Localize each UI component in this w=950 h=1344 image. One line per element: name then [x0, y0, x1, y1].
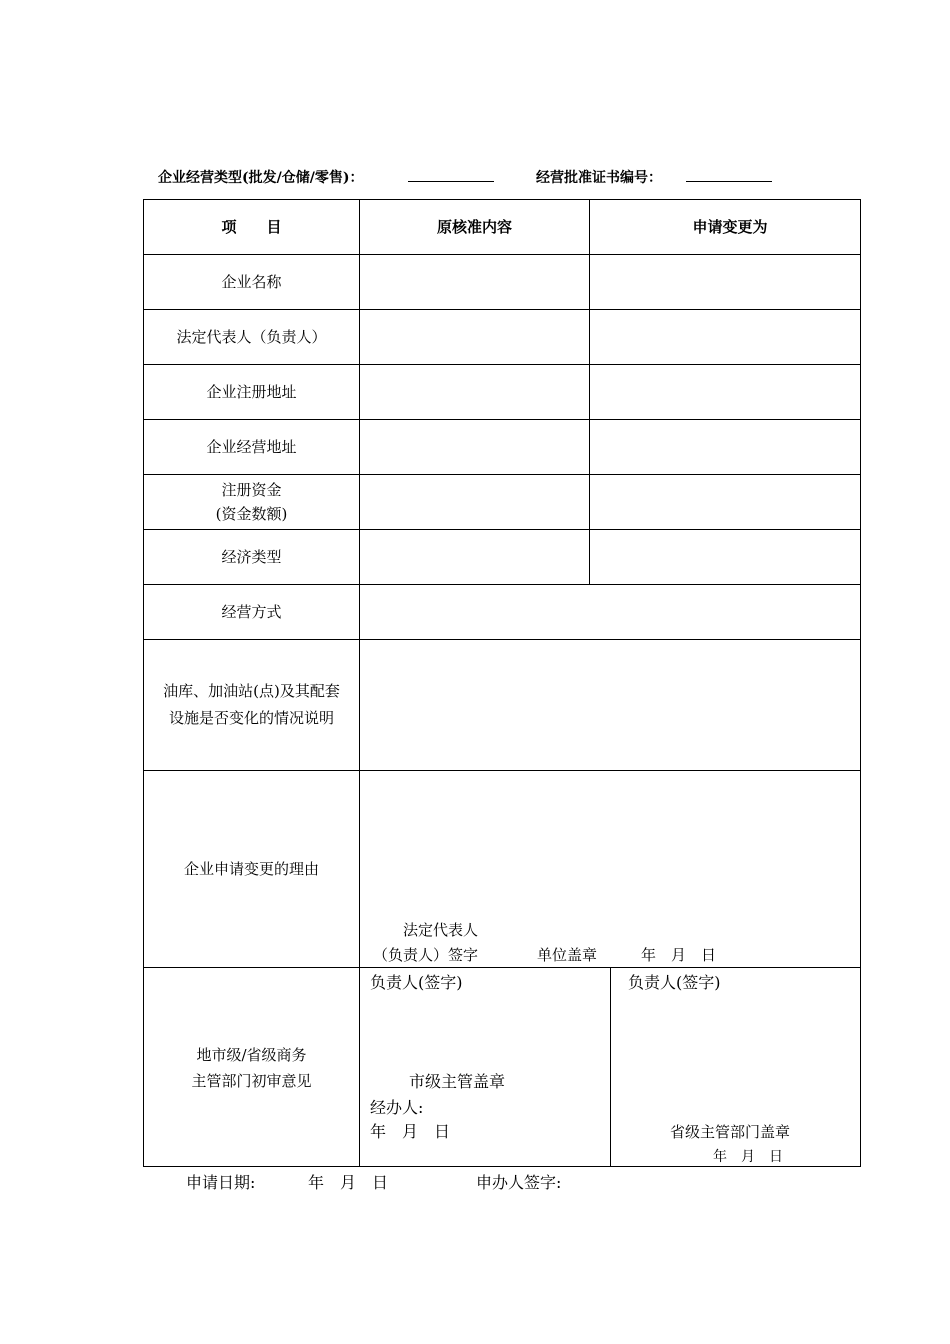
apply-date-value: 年 月 日: [308, 1173, 389, 1192]
business-type-blank: [408, 167, 494, 186]
apply-date-label: 申请日期:: [186, 1173, 256, 1192]
city-review-date: 年 月 日: [370, 1122, 451, 1141]
facility-line1: 油库、加油站(点)及其配套: [163, 682, 340, 700]
certificate-no-blank: [686, 167, 772, 186]
reason-seal: 单位盖章: [537, 946, 598, 964]
reason-legal-rep-line1: 法定代表人: [403, 921, 479, 939]
applicant-sign-label: 申办人签字:: [476, 1173, 562, 1192]
business-type-label: 企业经营类型(批发/仓储/零售)：: [158, 170, 364, 186]
province-review-date: 年 月 日: [713, 1149, 783, 1165]
row-label-review: [144, 968, 359, 1167]
row-label-biz-mode: 经营方式: [221, 603, 282, 621]
province-review-head: 负责人(签字): [628, 973, 721, 992]
column-divider: [610, 967, 611, 1167]
row-label-reason: 企业申请变更的理由: [183, 860, 319, 878]
row-label-biz-address: 企业经营地址: [206, 438, 297, 456]
capital-line2: (资金数额): [215, 505, 288, 523]
facility-line2: 设施是否变化的情况说明: [168, 709, 334, 727]
change-application-table: [143, 199, 861, 1167]
column-header-original: 原核准内容: [436, 218, 512, 236]
row-label-legal-rep: 法定代表人（负责人）: [176, 328, 327, 346]
row-label-econ-type: 经济类型: [221, 548, 282, 566]
row-label-company-name: 企业名称: [221, 273, 282, 291]
city-review-head: 负责人(签字): [370, 973, 463, 992]
column-divider: [589, 200, 590, 584]
column-divider: [359, 200, 360, 1167]
review-line2: 主管部门初审意见: [191, 1071, 312, 1090]
province-review-seal: 省级主管部门盖章: [670, 1123, 791, 1141]
form-header: [158, 167, 858, 189]
certificate-no-label: 经营批准证书编号：: [536, 170, 662, 186]
review-line1: 地市级/省级商务: [196, 1045, 307, 1064]
reason-legal-rep-line2: （负责人）签字: [373, 946, 479, 964]
row-label-reg-address: 企业注册地址: [206, 383, 297, 401]
column-header-change: 申请变更为: [692, 218, 768, 236]
row-label-facility: [144, 640, 359, 770]
capital-line1: 注册资金: [221, 481, 282, 499]
city-review-seal: 市级主管盖章: [409, 1072, 506, 1091]
city-review-handler: 经办人:: [370, 1098, 424, 1117]
reason-date: 年 月 日: [641, 946, 717, 964]
column-header-item: 项 目: [221, 218, 282, 236]
form-footer: [186, 1170, 786, 1194]
row-label-capital: [144, 475, 359, 529]
